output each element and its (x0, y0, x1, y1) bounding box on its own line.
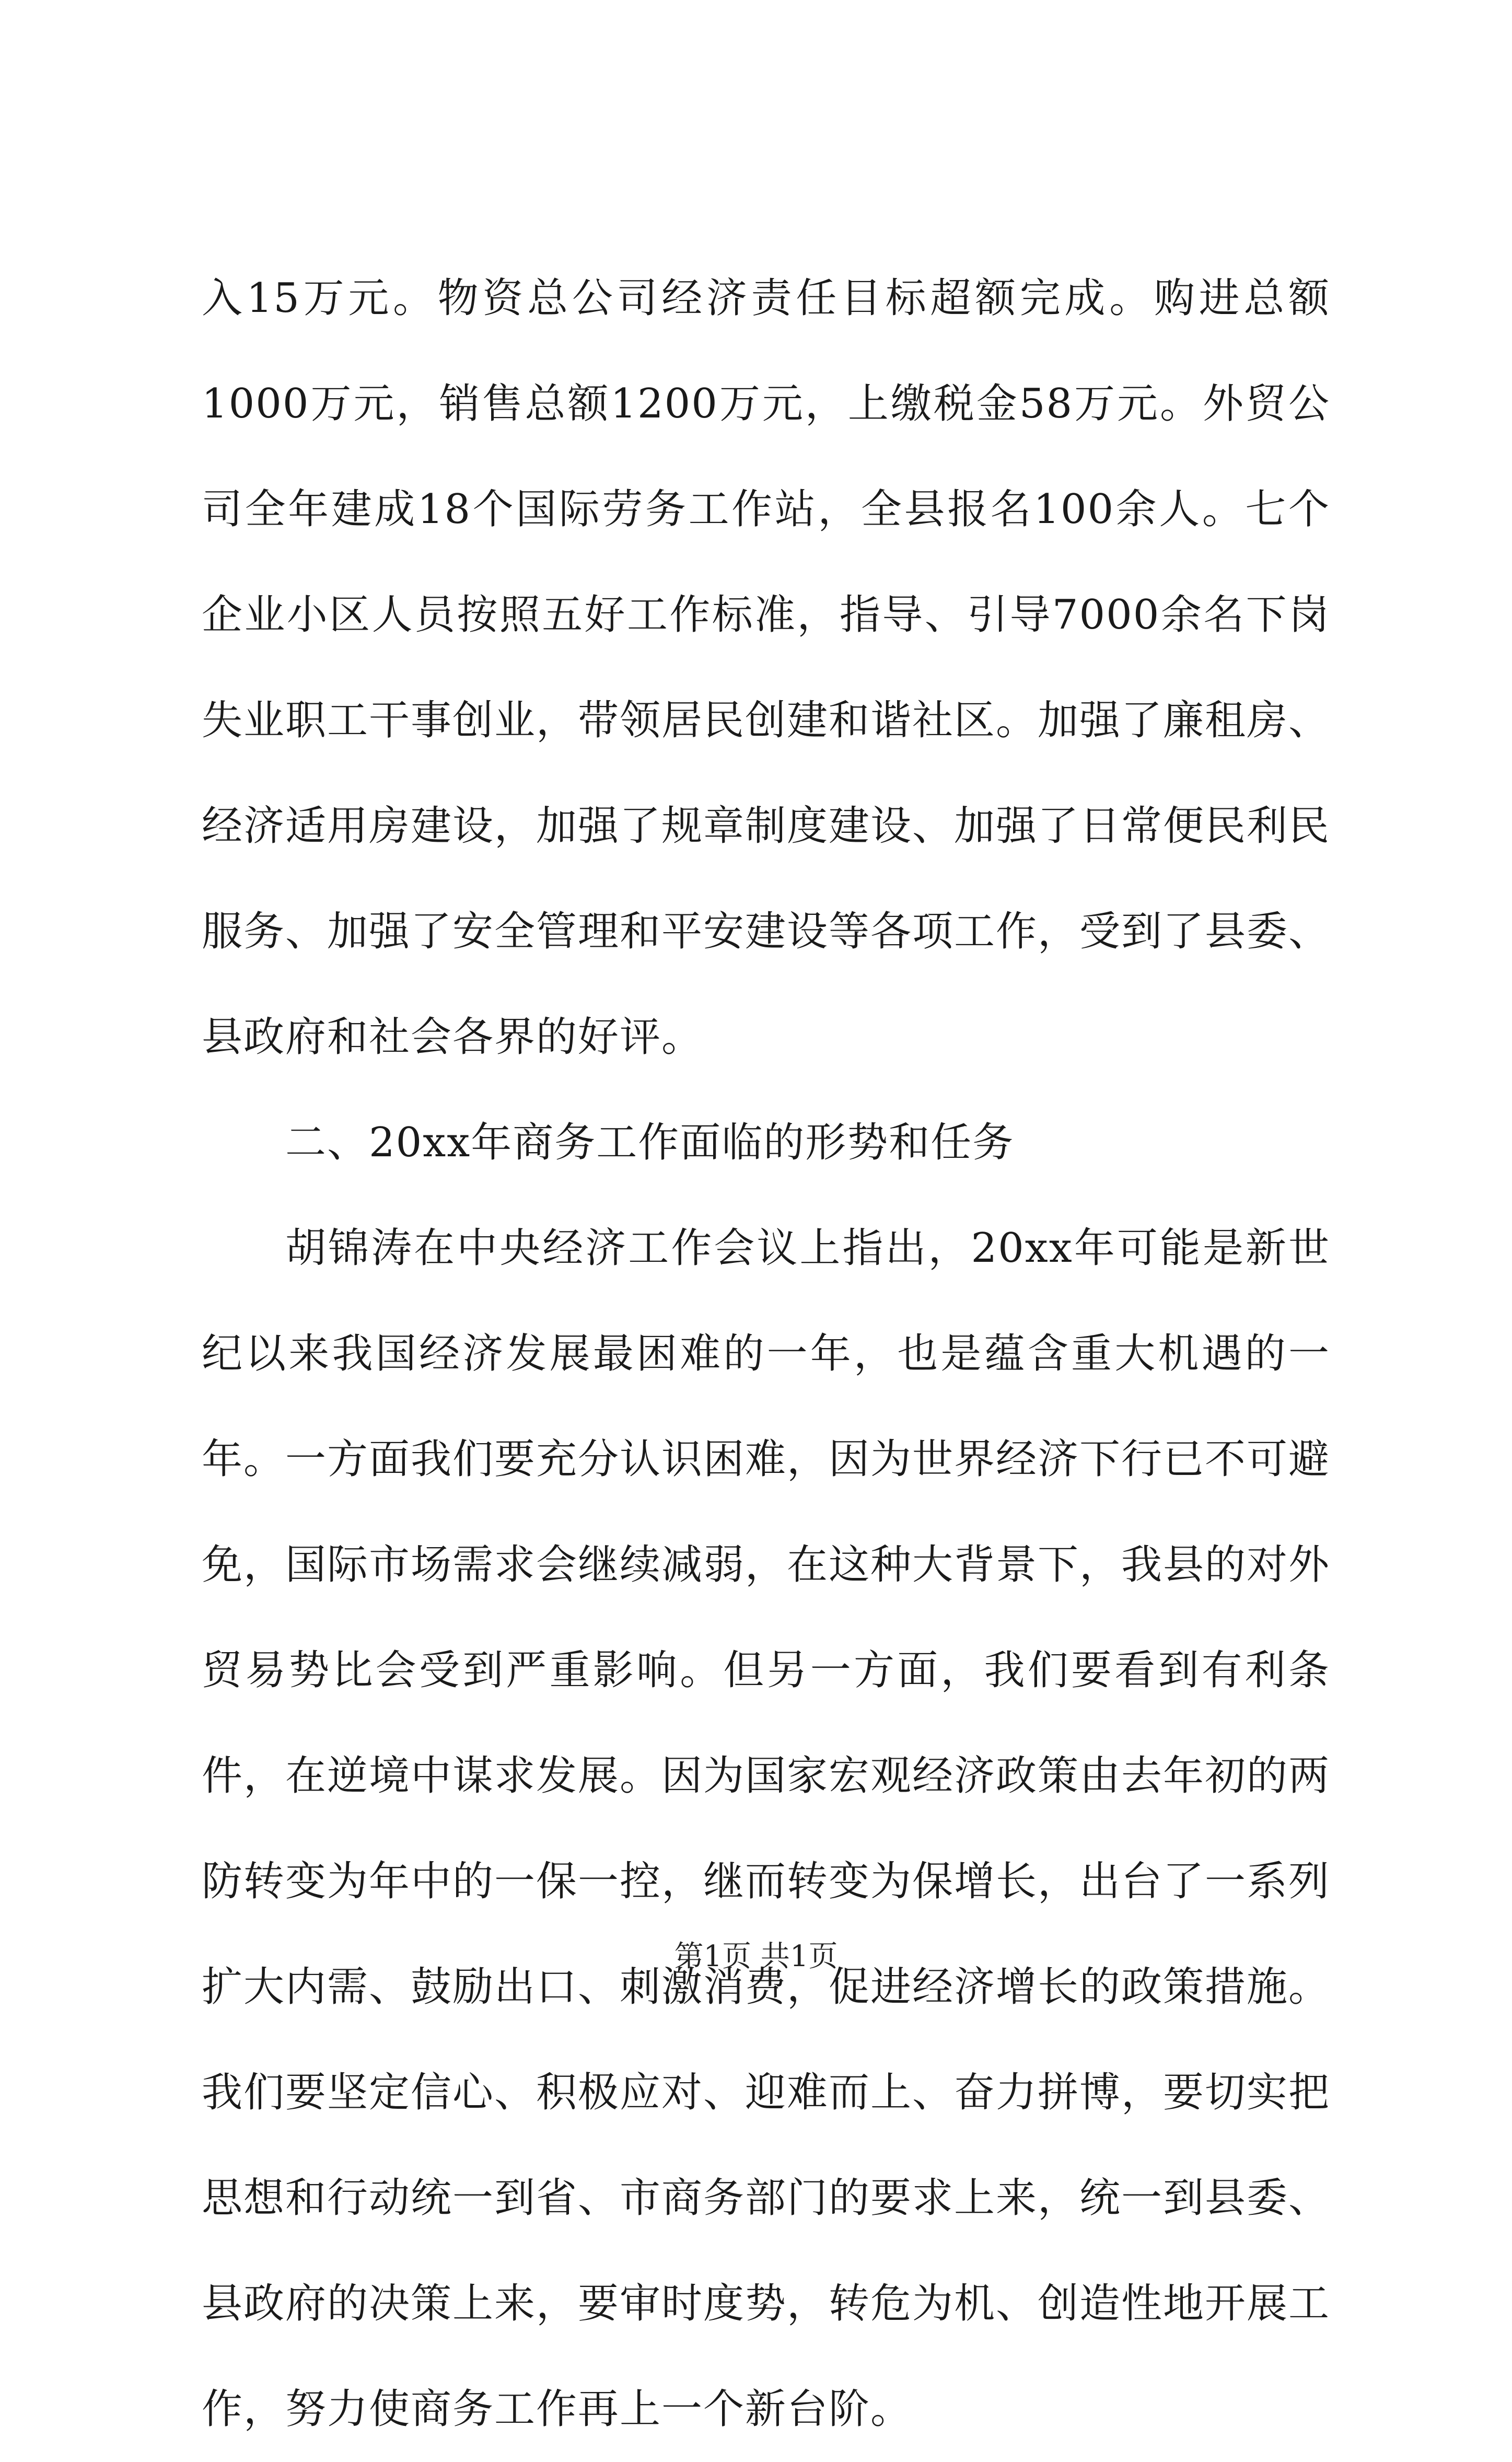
document-body (202, 246, 1330, 2462)
paragraph-situation-tasks: 胡锦涛在中央经济工作会议上指出，20xx年可能是新世纪以来我国经济发展最困难的一年，也是蕴含重大机遇的一年。一方面我们要充分认识困难，因为世界经济下行已不可避免，国际市场需求会继续减弱，在这种大背景下，我县的对外贸易势比会受到严重影响。但另一方面，我们要看到有利条件，在逆境中谋求发展。因为国家宏观经济政策由去年初的两防转变为年中的一保一控，继而转变为保增长，出台了一系列扩大内需、鼓励出口、刺激消费，促进经济增长的政策措施。我们要坚定信心、积极应对、迎难而上、奋力拼博，要切实把思想和行动统一到省、市商务部门的要求上来，统一到县委、县政府的决策上来，要审时度势，转危为机、创造性地开展工作，努力使商务工作再上一个新台阶。 (202, 1225, 1331, 2433)
section-heading: 二、20xx年商务工作面临的形势和任务 (285, 1119, 1015, 1166)
page-footer: 第1页 共1页 (674, 1940, 838, 1973)
paragraph-continued: 入15万元。物资总公司经济责任目标超额完成。购进总额1000万元，销售总额1200万元，上缴税金58万元。外贸公司全年建成18个国际劳务工作站，全县报名100余人。七个企业小区人员按照五好工作标准，指导、引导7000余名下岗失业职工干事创业，带领居民创建和谐社区。加强了廉租房、经济适用房建设，加强了规章制度建设、加强了日常便民利民服务、加强了安全管理和平安建设等各项工作，受到了县委、县政府和社会各界的好评。 (202, 275, 1331, 1061)
